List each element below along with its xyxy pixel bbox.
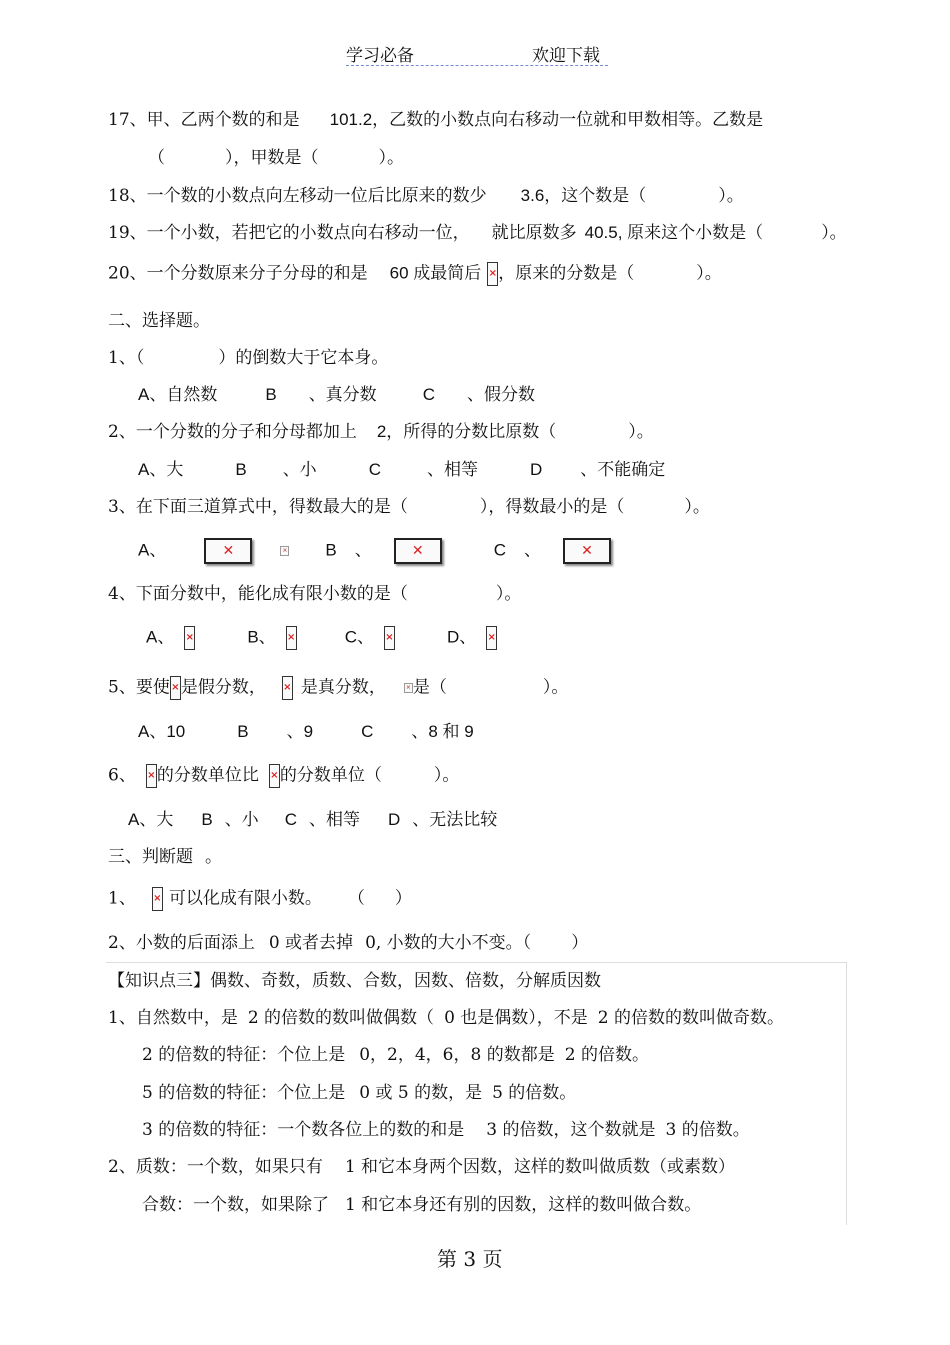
choice-6-options: A、大 B 、小 C 、相等 D 、无法比较: [128, 810, 498, 830]
q18: 18、一个数的小数点向左移动一位后比原来的数少 3.6，这个数是（ ）。: [108, 186, 744, 206]
q17-line1: 17、甲、乙两个数的和是 101.2，乙数的小数点向右移动一位就和甲数相等。乙数是: [108, 110, 764, 130]
broken-image-icon: ×: [384, 626, 395, 650]
knowledge-p4: 3 的倍数的特征：一个数各位上的数的和是 3 的倍数，这个数就是 3 的倍数。: [142, 1120, 750, 1140]
page-number: 第 3 页: [437, 1247, 503, 1271]
choice-4-options: A、 × B、 × C、 × D、 ×: [146, 626, 497, 650]
page-header: [346, 41, 608, 66]
knowledge-p2: 2 的倍数的特征：个位上是 0，2，4，6，8 的数都是 2 的倍数。: [142, 1045, 649, 1065]
broken-image-icon: ×: [282, 676, 293, 700]
broken-image-icon: ✕: [394, 538, 442, 564]
choice-1-options: A、自然数 B 、真分数 C 、假分数: [138, 385, 535, 405]
knowledge-p6: 合数：一个数，如果除了 1 和它本身还有别的因数，这样的数叫做合数。: [142, 1195, 702, 1215]
judge-2: 2、小数的后面添上 0 或者去掉 0, 小数的大小不变。（ ）: [108, 933, 589, 953]
choice-4: 4、下面分数中，能化成有限小数的是（ ）。: [108, 584, 522, 604]
choice-5: 5、要使 × 是假分数， × 是真分数， × 是（ ）。: [108, 676, 568, 700]
q19: 19、一个小数，若把它的小数点向右移动一位， 就比原数多 40.5, 原来这个小数是（ ）。: [108, 223, 847, 243]
broken-image-icon: ×: [486, 626, 497, 650]
header-right: 欢迎下载: [532, 46, 600, 66]
choice-2-options: A、大 B 、小 C 、相等 D 、不能确定: [138, 460, 666, 480]
choice-1: 1、（ ）的倒数大于它本身。: [108, 348, 389, 368]
broken-image-icon: ×: [184, 626, 195, 650]
q20: 20、一个分数原来分子分母的和是 60 成最简后 × ，原来的分数是（ ）。: [108, 262, 722, 286]
choice-5-options: A、10 B 、9 C 、8 和 9: [138, 722, 474, 741]
broken-image-icon: ✕: [204, 538, 252, 564]
choice-3: 3、在下面三道算式中，得数最大的是（ ），得数最小的是（ ）。: [108, 497, 710, 517]
section-3-title: 三、判断题 。: [108, 847, 222, 867]
broken-image-icon: ×: [170, 676, 181, 700]
broken-image-icon: ×: [286, 626, 297, 650]
section-2-title: 二、选择题。: [108, 311, 210, 331]
broken-image-icon: ×: [269, 764, 280, 788]
knowledge-title: 【知识点三】偶数、奇数，质数、合数，因数、倍数，分解质因数: [108, 971, 601, 991]
knowledge-p1: 1、自然数中，是 2 的倍数的数叫做偶数（ 0 也是偶数），不是 2 的倍数的数叫做奇数。: [108, 1008, 785, 1028]
choice-6: 6、 × 的分数单位比 × 的分数单位（ ）。: [108, 764, 459, 788]
broken-image-icon: ×: [282, 547, 288, 554]
broken-image-icon: ✕: [563, 538, 611, 564]
knowledge-p3: 5 的倍数的特征：个位上是 0 或 5 的数，是 5 的倍数。: [142, 1083, 577, 1103]
broken-image-icon: ×: [405, 684, 411, 691]
broken-image-icon: ×: [487, 262, 498, 286]
broken-image-icon: ×: [152, 887, 163, 911]
header-left: 学习必备: [346, 46, 414, 66]
choice-3-options: A、 ✕ × B 、 ✕ C 、 ✕: [138, 538, 611, 564]
choice-2: 2、一个分数的分子和分母都加上 2，所得的分数比原数（ ）。: [108, 422, 654, 442]
broken-image-icon: ×: [146, 764, 157, 788]
knowledge-p5: 2、质数：一个数，如果只有 1 和它本身两个因数，这样的数叫做质数（或素数）: [108, 1157, 736, 1177]
judge-1: 1、 × 可以化成有限小数。 （ ）: [108, 887, 412, 911]
q17-line2: （ ），甲数是（ ）。: [148, 148, 404, 168]
